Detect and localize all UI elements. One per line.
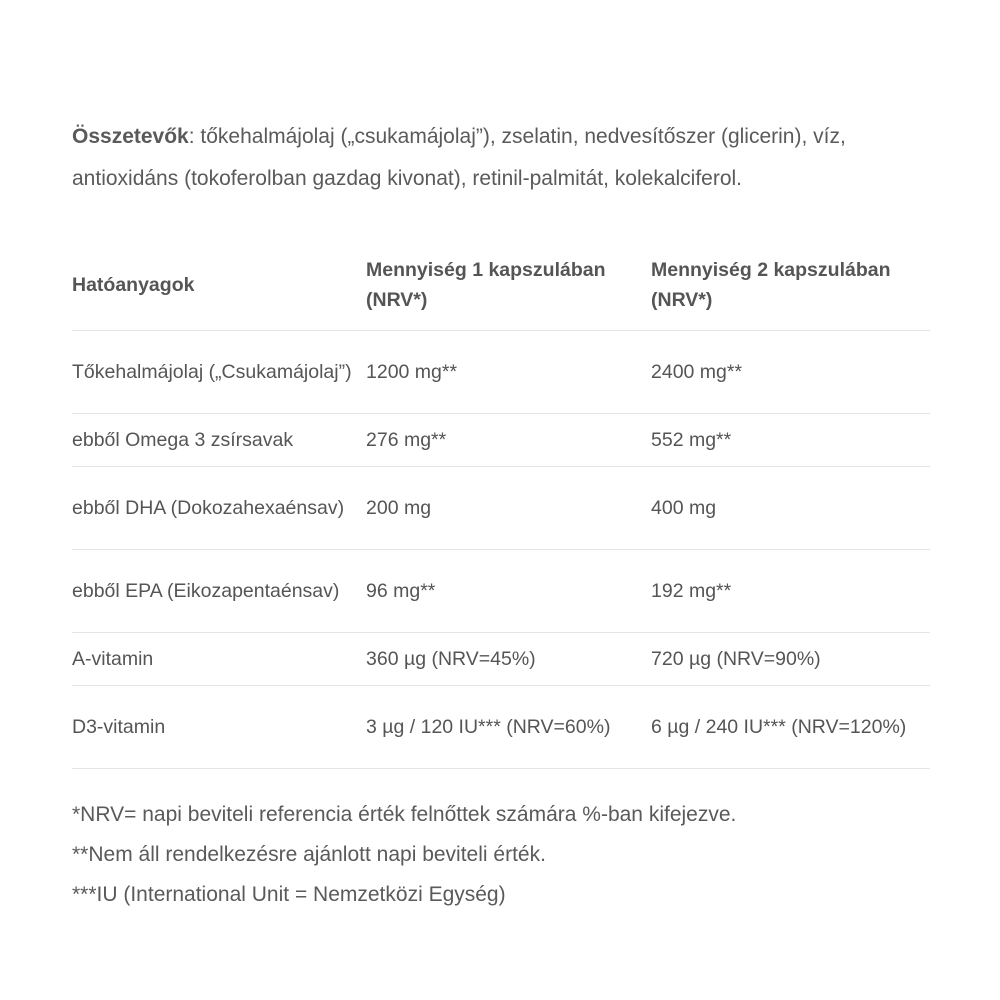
ingredients-paragraph — [72, 116, 930, 200]
ingredient-name: ebből Omega 3 zsírsavak — [72, 414, 366, 467]
amount-1-capsule: 276 mg** — [366, 414, 651, 467]
footnote-no-recommended-intake: **Nem áll rendelkezésre ajánlott napi beviteli érték. — [72, 843, 546, 866]
amount-2-capsules: 720 µg (NRV=90%) — [651, 633, 930, 686]
amount-2-capsules: 400 mg — [651, 467, 930, 550]
header-amount-2-capsules: Mennyiség 2 kapszulában (NRV*) — [651, 240, 930, 331]
amount-2-capsules: 2400 mg** — [651, 331, 930, 414]
amount-2-capsules: 192 mg** — [651, 550, 930, 633]
table-row — [72, 633, 930, 686]
ingredient-name: ebből DHA (Dokozahexaénsav) — [72, 467, 366, 550]
table-row — [72, 467, 930, 550]
amount-1-capsule: 3 µg / 120 IU*** (NRV=60%) — [366, 686, 651, 769]
ingredient-name: A-vitamin — [72, 633, 366, 686]
table-row — [72, 331, 930, 414]
active-ingredients-table — [72, 240, 930, 769]
table-header-row — [72, 240, 930, 331]
amount-1-capsule: 360 µg (NRV=45%) — [366, 633, 651, 686]
product-info — [72, 116, 930, 915]
table-row — [72, 686, 930, 769]
ingredient-name: D3-vitamin — [72, 686, 366, 769]
header-amount-1-capsule: Mennyiség 1 kapszulában (NRV*) — [366, 240, 651, 331]
amount-1-capsule: 96 mg** — [366, 550, 651, 633]
table-row — [72, 550, 930, 633]
footnote-iu: ***IU (International Unit = Nemzetközi Egység) — [72, 883, 506, 906]
table-row — [72, 414, 930, 467]
ingredient-name: ebből EPA (Eikozapentaénsav) — [72, 550, 366, 633]
ingredients-text: : tőkehalmájolaj („csukamájolaj”), zselatin, nedvesítőszer (glicerin), víz, antioxidáns (tokoferolban gazdag kivonat), retinil-palmitát, kolekalciferol. — [72, 125, 846, 190]
header-active-ingredients: Hatóanyagok — [72, 240, 366, 331]
amount-1-capsule: 1200 mg** — [366, 331, 651, 414]
amount-2-capsules: 552 mg** — [651, 414, 930, 467]
amount-2-capsules: 6 µg / 240 IU*** (NRV=120%) — [651, 686, 930, 769]
amount-1-capsule: 200 mg — [366, 467, 651, 550]
ingredient-name: Tőkehalmájolaj („Csukamájolaj”) — [72, 331, 366, 414]
footnote-nrv: *NRV= napi beviteli referencia érték felnőttek számára %-ban kifejezve. — [72, 803, 737, 826]
footnotes — [72, 795, 930, 915]
ingredients-label: Összetevők — [72, 125, 189, 148]
